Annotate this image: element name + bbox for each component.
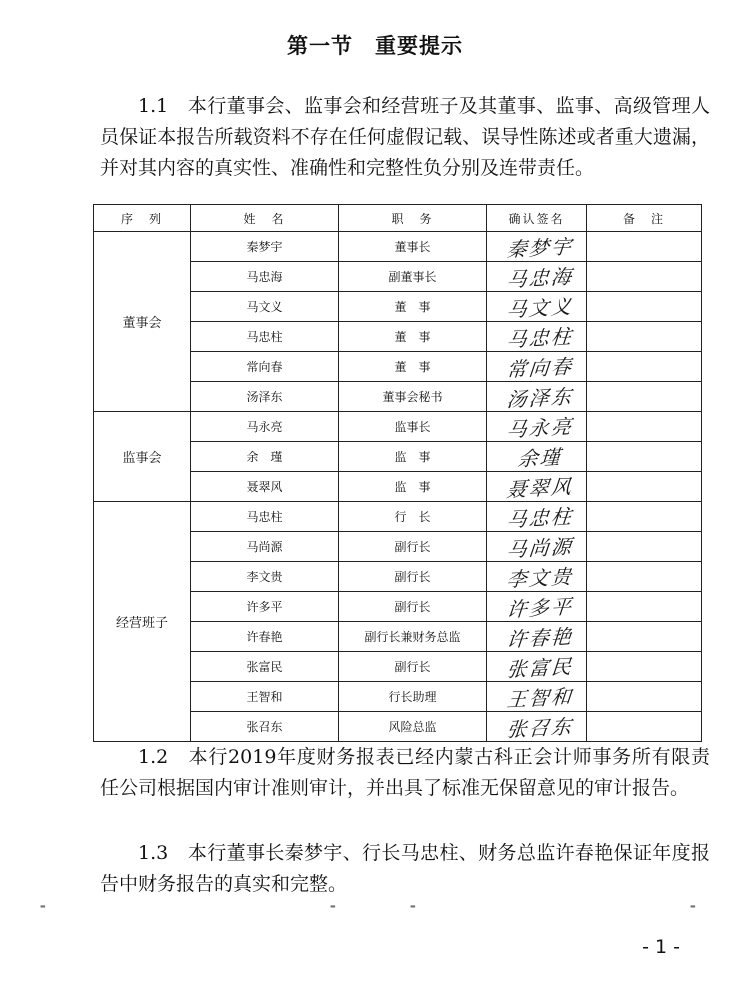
member-name: 马永亮 [191, 412, 339, 442]
remarks [587, 622, 702, 652]
member-title: 董事会秘书 [339, 382, 487, 412]
member-title: 副行长 [339, 652, 487, 682]
signature: 马文义 [487, 292, 587, 322]
table-header-row [94, 205, 702, 232]
member-title: 董事长 [339, 232, 487, 262]
member-name: 秦梦宇 [191, 232, 339, 262]
section-title: 第一节 重要提示 [287, 34, 463, 58]
member-name: 马文义 [191, 292, 339, 322]
table-row [94, 502, 702, 532]
signature: 马忠海 [487, 262, 587, 292]
member-name: 许多平 [191, 592, 339, 622]
member-title: 监事长 [339, 412, 487, 442]
member-title: 副行长兼财务总监 [339, 622, 487, 652]
paragraph-1-2-text: 1.2 本行2019年度财务报表已经内蒙古科正会计师事务所有限责任公司根据国内审计准则审计，并出具了标准无保留意见的审计报告。 [100, 746, 710, 799]
signature: 马忠柱 [487, 322, 587, 352]
signature: 张富民 [487, 652, 587, 682]
remarks [587, 532, 702, 562]
signature: 王智和 [487, 682, 587, 712]
member-name: 马忠柱 [191, 502, 339, 532]
paragraph-1-1-text: 1.1 本行董事会、监事会和经营班子及其董事、监事、高级管理人员保证本报告所载资料不存在任何虚假记载、误导性陈述或者重大遗漏，并对其内容的真实性、准确性和完整性负分别及连带责任。 [100, 95, 710, 179]
member-name: 李文贵 [191, 562, 339, 592]
table-row [94, 412, 702, 442]
member-name: 许春艳 [191, 622, 339, 652]
member-name: 王智和 [191, 682, 339, 712]
member-title: 行长助理 [339, 682, 487, 712]
member-title: 风险总监 [339, 712, 487, 742]
member-title: 董 事 [339, 322, 487, 352]
member-name: 常向春 [191, 352, 339, 382]
member-title: 副行长 [339, 532, 487, 562]
remarks [587, 502, 702, 532]
remarks [587, 382, 702, 412]
header-sequence: 序 列 [94, 205, 191, 232]
member-name: 马忠柱 [191, 322, 339, 352]
remarks [587, 322, 702, 352]
member-title: 监 事 [339, 442, 487, 472]
signature: 聂翠风 [487, 472, 587, 502]
paragraph-1-3 [100, 838, 710, 900]
remarks [587, 262, 702, 292]
paragraph-1-2 [100, 742, 710, 804]
remarks [587, 592, 702, 622]
remarks [587, 652, 702, 682]
member-name: 张召东 [191, 712, 339, 742]
paragraph-1-3-text: 1.3 本行董事长秦梦宇、行长马忠柱、财务总监许春艳保证年度报告中财务报告的真实和完整。 [100, 842, 710, 895]
remarks [587, 682, 702, 712]
scan-mark: ▬ [690, 903, 696, 910]
member-title: 副行长 [339, 562, 487, 592]
signature: 秦梦宇 [487, 232, 587, 262]
scan-mark: ▬ [330, 903, 336, 910]
signature: 汤泽东 [487, 382, 587, 412]
remarks [587, 352, 702, 382]
scan-mark: ▬ [410, 903, 416, 910]
member-name: 聂翠风 [191, 472, 339, 502]
remarks [587, 442, 702, 472]
paragraph-1-1 [100, 91, 710, 184]
signature: 李文贵 [487, 562, 587, 592]
member-name: 马尚源 [191, 532, 339, 562]
group-board: 董事会 [94, 232, 191, 412]
scan-mark: ▬ [40, 903, 46, 910]
remarks [587, 712, 702, 742]
remarks [587, 562, 702, 592]
member-name: 张富民 [191, 652, 339, 682]
member-name: 马忠海 [191, 262, 339, 292]
signature-table [93, 204, 702, 742]
header-remarks: 备 注 [587, 205, 702, 232]
signature: 马忠柱 [487, 502, 587, 532]
table-row [94, 232, 702, 262]
remarks [587, 292, 702, 322]
member-title: 行 长 [339, 502, 487, 532]
member-title: 副行长 [339, 592, 487, 622]
member-name: 余 瑾 [191, 442, 339, 472]
member-name: 汤泽东 [191, 382, 339, 412]
remarks [587, 232, 702, 262]
group-management: 经营班子 [94, 502, 191, 742]
signature: 余瑾 [487, 442, 587, 472]
signature: 马永亮 [487, 412, 587, 442]
signature: 马尚源 [487, 532, 587, 562]
signature: 许春艳 [487, 622, 587, 652]
signature: 常向春 [487, 352, 587, 382]
member-title: 副董事长 [339, 262, 487, 292]
group-supervisory: 监事会 [94, 412, 191, 502]
header-name: 姓 名 [191, 205, 339, 232]
remarks [587, 412, 702, 442]
member-title: 监 事 [339, 472, 487, 502]
page-number: - 1 - [642, 936, 680, 958]
signature: 张召东 [487, 712, 587, 742]
header-signature: 确认签名 [487, 205, 587, 232]
signature: 许多平 [487, 592, 587, 622]
remarks [587, 472, 702, 502]
member-title: 董 事 [339, 292, 487, 322]
member-title: 董 事 [339, 352, 487, 382]
header-title: 职 务 [339, 205, 487, 232]
